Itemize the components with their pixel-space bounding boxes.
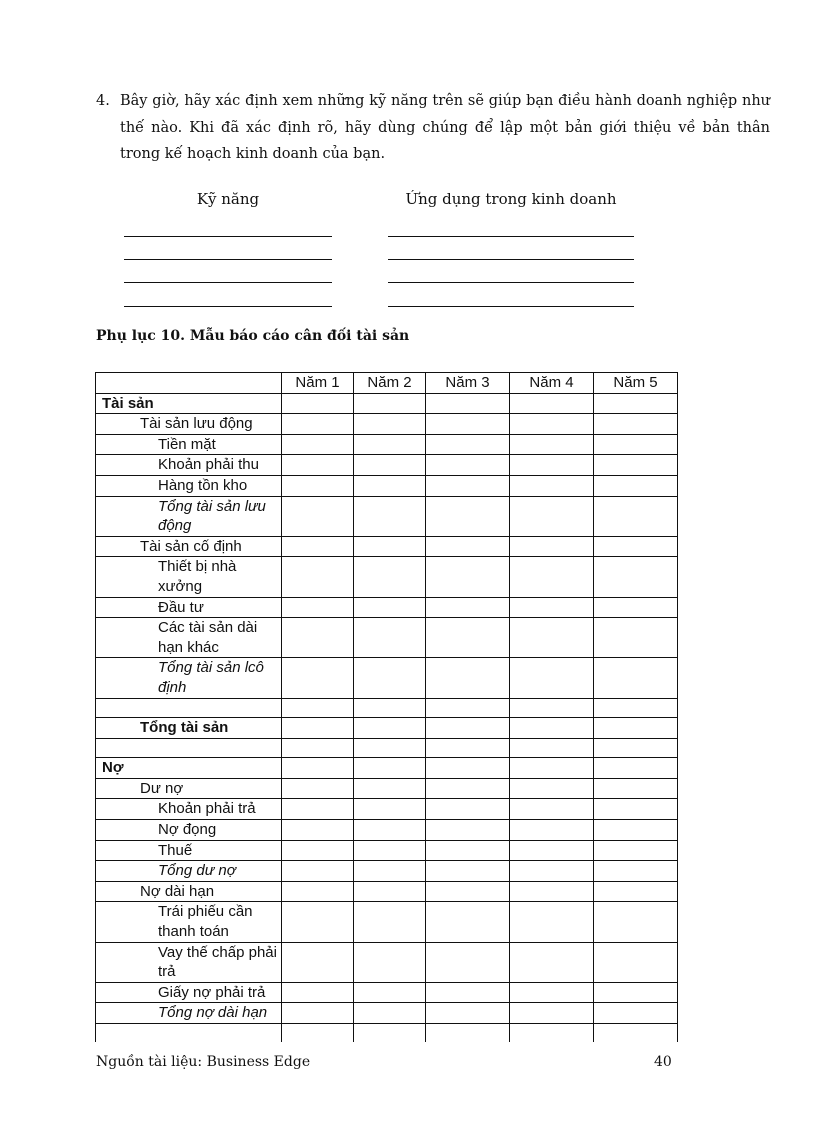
value-cell[interactable] (354, 738, 426, 758)
table-row (96, 982, 678, 1003)
year-header: Năm 3 (426, 373, 510, 394)
value-cell[interactable] (282, 902, 354, 942)
table-row (96, 414, 678, 435)
value-cell[interactable] (282, 414, 354, 435)
value-cell[interactable] (426, 475, 510, 496)
value-cell[interactable] (594, 820, 678, 841)
question-number: 4. (96, 93, 110, 109)
value-cell[interactable] (594, 618, 678, 658)
value-cell[interactable] (282, 820, 354, 841)
row-label: Tổng dư nợ (96, 861, 282, 882)
value-cell[interactable] (354, 618, 426, 658)
value-cell[interactable] (510, 414, 594, 435)
value-cell[interactable] (594, 455, 678, 476)
table-row (96, 496, 678, 536)
value-cell[interactable] (282, 718, 354, 739)
value-cell[interactable] (354, 1003, 426, 1024)
value-cell[interactable] (594, 840, 678, 861)
value-cell[interactable] (594, 799, 678, 820)
value-cell[interactable] (282, 799, 354, 820)
value-cell[interactable] (354, 902, 426, 942)
row-label: Khoản phải thu (96, 455, 282, 476)
value-cell[interactable] (426, 861, 510, 882)
value-cell[interactable] (354, 718, 426, 739)
value-cell[interactable] (426, 799, 510, 820)
year-header: Năm 1 (282, 373, 354, 394)
row-label (96, 738, 282, 758)
table-row (96, 618, 678, 658)
page-number: 40 (654, 1054, 672, 1070)
value-cell[interactable] (426, 1003, 510, 1024)
value-cell[interactable] (282, 597, 354, 618)
row-label: Hàng tồn kho (96, 475, 282, 496)
value-cell[interactable] (354, 758, 426, 779)
value-cell[interactable] (282, 942, 354, 982)
value-cell[interactable] (354, 840, 426, 861)
value-cell[interactable] (594, 414, 678, 435)
table-row (96, 778, 678, 799)
value-cell[interactable] (354, 557, 426, 597)
row-label: Dư nợ (96, 778, 282, 799)
value-cell[interactable] (282, 455, 354, 476)
application-blank-line[interactable] (388, 282, 634, 283)
value-cell[interactable] (354, 658, 426, 698)
value-cell[interactable] (594, 861, 678, 882)
value-cell[interactable] (510, 718, 594, 739)
skill-column-header: Kỹ năng (196, 190, 260, 208)
row-label: Tổng tài sản lcô định (96, 658, 282, 698)
value-cell[interactable] (426, 698, 510, 718)
value-cell[interactable] (594, 658, 678, 698)
value-cell[interactable] (426, 758, 510, 779)
application-column-header: Ứng dụng trong kinh doanh (405, 190, 617, 208)
value-cell[interactable] (594, 1003, 678, 1024)
value-cell[interactable] (510, 557, 594, 597)
value-cell[interactable] (594, 778, 678, 799)
balance-sheet-body (96, 393, 678, 1041)
value-cell[interactable] (594, 982, 678, 1003)
value-cell[interactable] (510, 618, 594, 658)
value-cell[interactable] (510, 393, 594, 414)
value-cell[interactable] (354, 597, 426, 618)
table-row (96, 758, 678, 779)
table-row (96, 840, 678, 861)
row-label: Thiết bị nhà xưởng (96, 557, 282, 597)
item-header-cell (96, 373, 282, 394)
value-cell[interactable] (594, 597, 678, 618)
value-cell[interactable] (510, 799, 594, 820)
table-row (96, 434, 678, 455)
value-cell[interactable] (594, 881, 678, 902)
application-blank-line[interactable] (388, 259, 634, 260)
value-cell[interactable] (426, 658, 510, 698)
value-cell[interactable] (354, 496, 426, 536)
question-text: Bây giờ, hãy xác định xem những kỹ năng trên sẽ giúp bạn điều hành doanh nghiệp như thế nào. Khi đã xác định rõ, hãy dùng chúng để lập một bản giới thiệu về bản thân trong kế hoạch kinh doanh của bạn. (120, 93, 770, 162)
value-cell[interactable] (354, 536, 426, 557)
value-cell[interactable] (594, 738, 678, 758)
value-cell[interactable] (282, 698, 354, 718)
skill-blank-line[interactable] (124, 306, 332, 307)
table-row (96, 861, 678, 882)
year-header: Năm 4 (510, 373, 594, 394)
value-cell[interactable] (510, 475, 594, 496)
value-cell[interactable] (282, 861, 354, 882)
value-cell[interactable] (354, 861, 426, 882)
value-cell[interactable] (510, 758, 594, 779)
value-cell[interactable] (354, 942, 426, 982)
value-cell[interactable] (510, 1024, 594, 1042)
row-label: Đầu tư (96, 597, 282, 618)
value-cell[interactable] (354, 881, 426, 902)
value-cell[interactable] (354, 393, 426, 414)
value-cell[interactable] (426, 902, 510, 942)
value-cell[interactable] (426, 393, 510, 414)
value-cell[interactable] (510, 738, 594, 758)
value-cell[interactable] (426, 414, 510, 435)
value-cell[interactable] (594, 557, 678, 597)
table-row (96, 597, 678, 618)
table-row (96, 738, 678, 758)
value-cell[interactable] (282, 778, 354, 799)
value-cell[interactable] (354, 455, 426, 476)
value-cell[interactable] (510, 536, 594, 557)
table-row (96, 718, 678, 739)
value-cell[interactable] (354, 475, 426, 496)
value-cell[interactable] (354, 698, 426, 718)
row-label: Tiền mặt (96, 434, 282, 455)
appendix-title: Phụ lục 10. Mẫu báo cáo cân đối tài sản (96, 328, 410, 344)
value-cell[interactable] (426, 536, 510, 557)
table-row (96, 820, 678, 841)
skill-blank-line[interactable] (124, 259, 332, 260)
value-cell[interactable] (282, 881, 354, 902)
value-cell[interactable] (426, 738, 510, 758)
table-row (96, 902, 678, 942)
table-row (96, 393, 678, 414)
value-cell[interactable] (510, 455, 594, 476)
question-4 (96, 88, 770, 168)
row-label: Tài sản (96, 393, 282, 414)
row-label: Trái phiếu cần thanh toán (96, 902, 282, 942)
row-label: Khoản phải trả (96, 799, 282, 820)
value-cell[interactable] (426, 597, 510, 618)
value-cell[interactable] (510, 942, 594, 982)
value-cell[interactable] (354, 799, 426, 820)
value-cell[interactable] (426, 618, 510, 658)
year-header: Năm 5 (594, 373, 678, 394)
value-cell[interactable] (594, 1024, 678, 1042)
value-cell[interactable] (354, 1024, 426, 1042)
table-row (96, 455, 678, 476)
application-blank-line[interactable] (388, 306, 634, 307)
row-label: Tài sản lưu động (96, 414, 282, 435)
skill-blank-line[interactable] (124, 236, 332, 237)
row-label: Tổng nợ dài hạn (96, 1003, 282, 1024)
value-cell[interactable] (594, 698, 678, 718)
row-label (96, 1024, 282, 1042)
row-label: Tài sản cố định (96, 536, 282, 557)
value-cell[interactable] (594, 393, 678, 414)
value-cell[interactable] (282, 840, 354, 861)
row-label: Giấy nợ phải trả (96, 982, 282, 1003)
row-label: Tổng tài sản lưu động (96, 496, 282, 536)
table-row (96, 799, 678, 820)
value-cell[interactable] (594, 496, 678, 536)
value-cell[interactable] (510, 820, 594, 841)
value-cell[interactable] (282, 1003, 354, 1024)
value-cell[interactable] (594, 536, 678, 557)
value-cell[interactable] (426, 434, 510, 455)
value-cell[interactable] (282, 1024, 354, 1042)
value-cell[interactable] (426, 1024, 510, 1042)
value-cell[interactable] (426, 881, 510, 902)
row-label: Các tài sản dài hạn khác (96, 618, 282, 658)
value-cell[interactable] (282, 658, 354, 698)
year-header: Năm 2 (354, 373, 426, 394)
value-cell[interactable] (282, 475, 354, 496)
value-cell[interactable] (510, 982, 594, 1003)
value-cell[interactable] (282, 738, 354, 758)
value-cell[interactable] (510, 881, 594, 902)
value-cell[interactable] (426, 455, 510, 476)
value-cell[interactable] (510, 902, 594, 942)
value-cell[interactable] (426, 496, 510, 536)
value-cell[interactable] (510, 597, 594, 618)
value-cell[interactable] (510, 496, 594, 536)
value-cell[interactable] (594, 758, 678, 779)
table-row (96, 698, 678, 718)
value-cell[interactable] (594, 475, 678, 496)
row-label: Thuế (96, 840, 282, 861)
row-label: Tổng tài sản (96, 718, 282, 739)
value-cell[interactable] (426, 557, 510, 597)
value-cell[interactable] (510, 658, 594, 698)
value-cell[interactable] (282, 618, 354, 658)
value-cell[interactable] (282, 758, 354, 779)
value-cell[interactable] (354, 778, 426, 799)
footer-source: Nguồn tài liệu: Business Edge (96, 1054, 311, 1070)
value-cell[interactable] (426, 982, 510, 1003)
row-label: Nợ (96, 758, 282, 779)
value-cell[interactable] (594, 434, 678, 455)
value-cell[interactable] (354, 982, 426, 1003)
value-cell[interactable] (282, 393, 354, 414)
table-row (96, 557, 678, 597)
value-cell[interactable] (282, 536, 354, 557)
value-cell[interactable] (510, 861, 594, 882)
table-row (96, 881, 678, 902)
value-cell[interactable] (594, 902, 678, 942)
skill-blank-line[interactable] (124, 282, 332, 283)
value-cell[interactable] (282, 982, 354, 1003)
value-cell[interactable] (354, 820, 426, 841)
table-row (96, 658, 678, 698)
value-cell[interactable] (510, 778, 594, 799)
table-header-row (96, 373, 678, 394)
value-cell[interactable] (282, 496, 354, 536)
table-row (96, 1003, 678, 1024)
row-label: Nợ dài hạn (96, 881, 282, 902)
value-cell[interactable] (594, 942, 678, 982)
value-cell[interactable] (510, 840, 594, 861)
value-cell[interactable] (426, 718, 510, 739)
value-cell[interactable] (426, 820, 510, 841)
table-row (96, 1024, 678, 1042)
value-cell[interactable] (426, 840, 510, 861)
value-cell[interactable] (426, 778, 510, 799)
row-label (96, 698, 282, 718)
value-cell[interactable] (426, 942, 510, 982)
balance-sheet-table (95, 372, 678, 1042)
application-blank-line[interactable] (388, 236, 634, 237)
value-cell[interactable] (510, 1003, 594, 1024)
value-cell[interactable] (594, 718, 678, 739)
value-cell[interactable] (510, 698, 594, 718)
value-cell[interactable] (282, 434, 354, 455)
value-cell[interactable] (510, 434, 594, 455)
row-label: Vay thế chấp phải trả (96, 942, 282, 982)
value-cell[interactable] (354, 414, 426, 435)
table-row (96, 475, 678, 496)
value-cell[interactable] (282, 557, 354, 597)
table-row (96, 536, 678, 557)
table-row (96, 942, 678, 982)
row-label: Nợ đọng (96, 820, 282, 841)
value-cell[interactable] (354, 434, 426, 455)
